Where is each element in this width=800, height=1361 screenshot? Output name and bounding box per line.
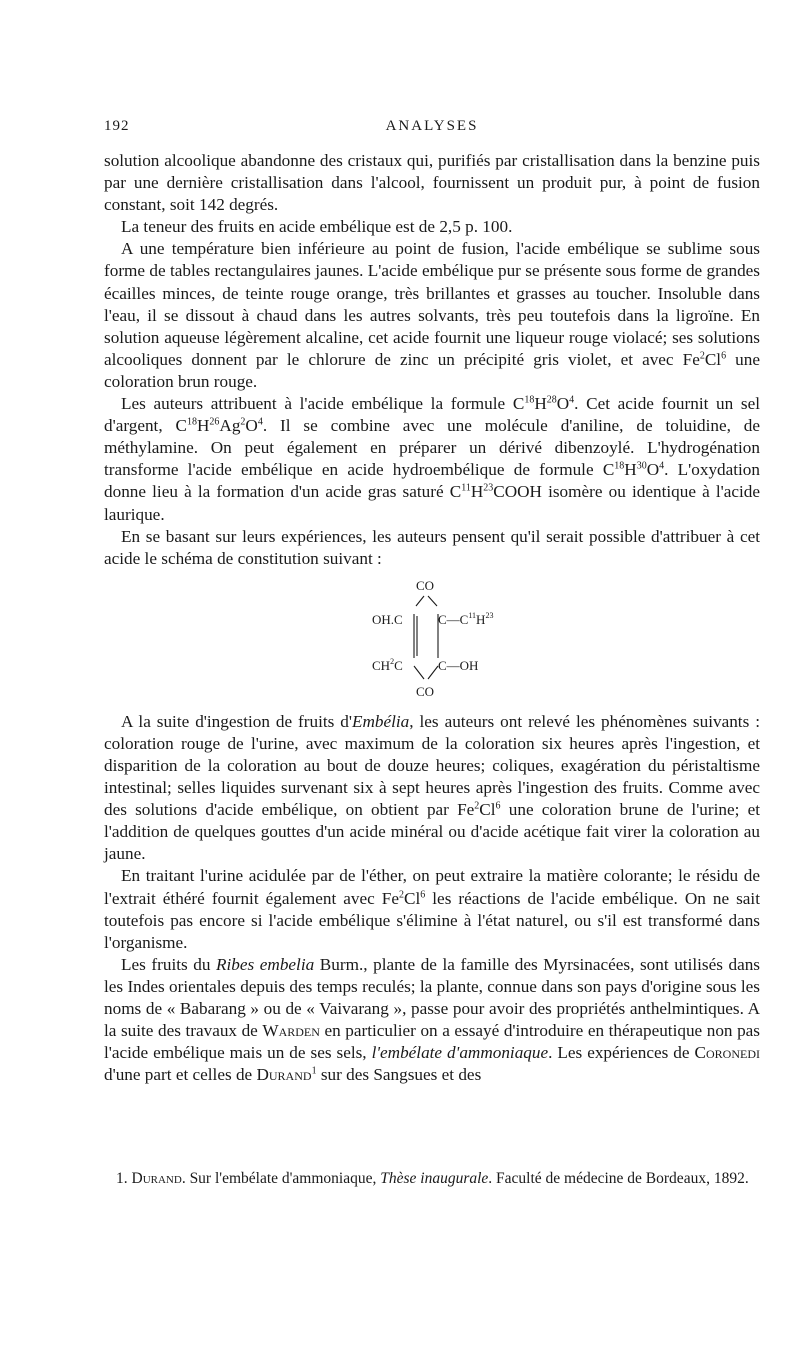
running-title: ANALYSES bbox=[385, 118, 479, 134]
paragraph: Les fruits du Ribes embelia Burm., plante de la famille des Myrsinacées, sont utilisés dans les Indes orientales depuis des temps reculés; la plante, connue dans son pays d'origine sous les noms de « Babarang » ou de « Vaivarang », passe pour avoir des propriétés anthelmintiques. A la suite des travaux de Warden en particulier on a essayé d'introduire en thérapeutique non pas l'acide embélique mais un de ses sels, l'embélate d'ammoniaque. Les expériences de Coronedi d'une part et celles de Durand$^1$ sur des Sangsues et des bbox=[104, 954, 761, 1085]
footnote-number: 1. bbox=[116, 1170, 128, 1187]
paragraph: En traitant l'urine acidulée par de l'éther, on peut extraire la matière colorante; le résidu de l'extrait éthéré fournit également avec Fe$^2$Cl$^6$ les réactions de l'acide embélique. On ne sait toutefois pas encore si l'acide embélique s'élimine à l'état naturel, ou s'il est transformé dans l'organisme. bbox=[104, 866, 760, 952]
ring-bonds bbox=[414, 596, 438, 679]
formula-left-top: OH.C bbox=[372, 611, 403, 627]
formula-bottom: CO bbox=[416, 683, 435, 699]
embelic-acid-structure bbox=[334, 572, 554, 702]
running-header bbox=[104, 118, 760, 142]
formula-left-bottom: $CH^2C$ bbox=[372, 656, 403, 673]
paragraph: solution alcoolique abandonne des cristaux qui, purifiés par cristallisation dans la benzine puis par une dernière cristallisation dans l'alcool, fournissent un produit pur, à point de fusion constant, soit 142 degrés. bbox=[104, 151, 760, 215]
paragraph: La teneur des fruits en acide embélique est de 2,5 p. 100. bbox=[121, 217, 513, 237]
formula-right-bottom: C—OH bbox=[438, 657, 479, 673]
formula-right-top: $C—C^{11}H^{23}$ bbox=[438, 610, 494, 627]
footnote-text: 1. Durand. Sur l'embélate d'ammoniaque, Thèse inaugurale. Faculté de médecine de Bordeaux, 1892. bbox=[116, 1170, 749, 1187]
footnote-ref[interactable]: 1 bbox=[311, 1065, 317, 1077]
formula-top: CO bbox=[416, 577, 435, 593]
footnote bbox=[104, 1168, 760, 1189]
paragraph: En se basant sur leurs expériences, les auteurs pensent qu'il serait possible d'attribuer à cet acide le schéma de constitution suivant : bbox=[104, 526, 760, 568]
paragraph: Les auteurs attribuent à l'acide embélique la formule $C^{18}H^{28}O^4$. Cet acide fournit un sel d'argent, $C^{18}H^{26}Ag^2O^4$. Il se combine avec une molécule d'aniline, de toluidine, de méthylamine. On peut également en préparer un dérivé dibenzoylé. L'hydrogénation transforme l'acide embélique en acide hydroembélique de formule $C^{18}H^{30}O^4$. L'oxydation donne lieu à la formation d'un acide gras saturé $C^{11}H^{23}COOH$ isomère ou identique à l'acide laurique. bbox=[104, 394, 760, 524]
paragraph: A une température bien inférieure au point de fusion, l'acide embélique se sublime sous forme de tables rectangulaires jaunes. L'acide embélique pur se présente sous forme de grandes écailles minces, de teinte rouge orange, très brillantes et grasses au toucher. Insoluble dans l'eau, il se dissout à chaud dans les autres solvants, très peu toutefois dans la ligroïne. En solution aqueuse légèrement alcaline, cet acide fournit une liqueur rouge violacé; ses solutions alcooliques donnent par le chlorure de zinc un précipité gris violet, et avec Fe$^2$Cl$^6$ une coloration brun rouge. bbox=[104, 239, 760, 391]
page-number: 192 bbox=[104, 118, 130, 134]
structural-formula bbox=[104, 572, 760, 707]
footnote-author: Durand bbox=[131, 1170, 182, 1187]
paragraph: A la suite d'ingestion de fruits d'Embélia, les auteurs ont relevé les phénomènes suivants : coloration rouge de l'urine, avec maximum de la coloration six heures après l'ingestion, et disparition de la coloration au bout de douze heures; coliques, exagération du péristaltisme intestinal; selles liquides survenant six à sept heures après l'ingestion des fruits. Comme avec des solutions d'acide embélique, on obtient par Fe$^2$Cl$^6$ une coloration brune de l'urine; et l'addition de quelques gouttes d'un acide minéral ou d'acide acétique fait virer la coloration au jaune. bbox=[104, 711, 760, 864]
main-text bbox=[104, 150, 760, 1086]
